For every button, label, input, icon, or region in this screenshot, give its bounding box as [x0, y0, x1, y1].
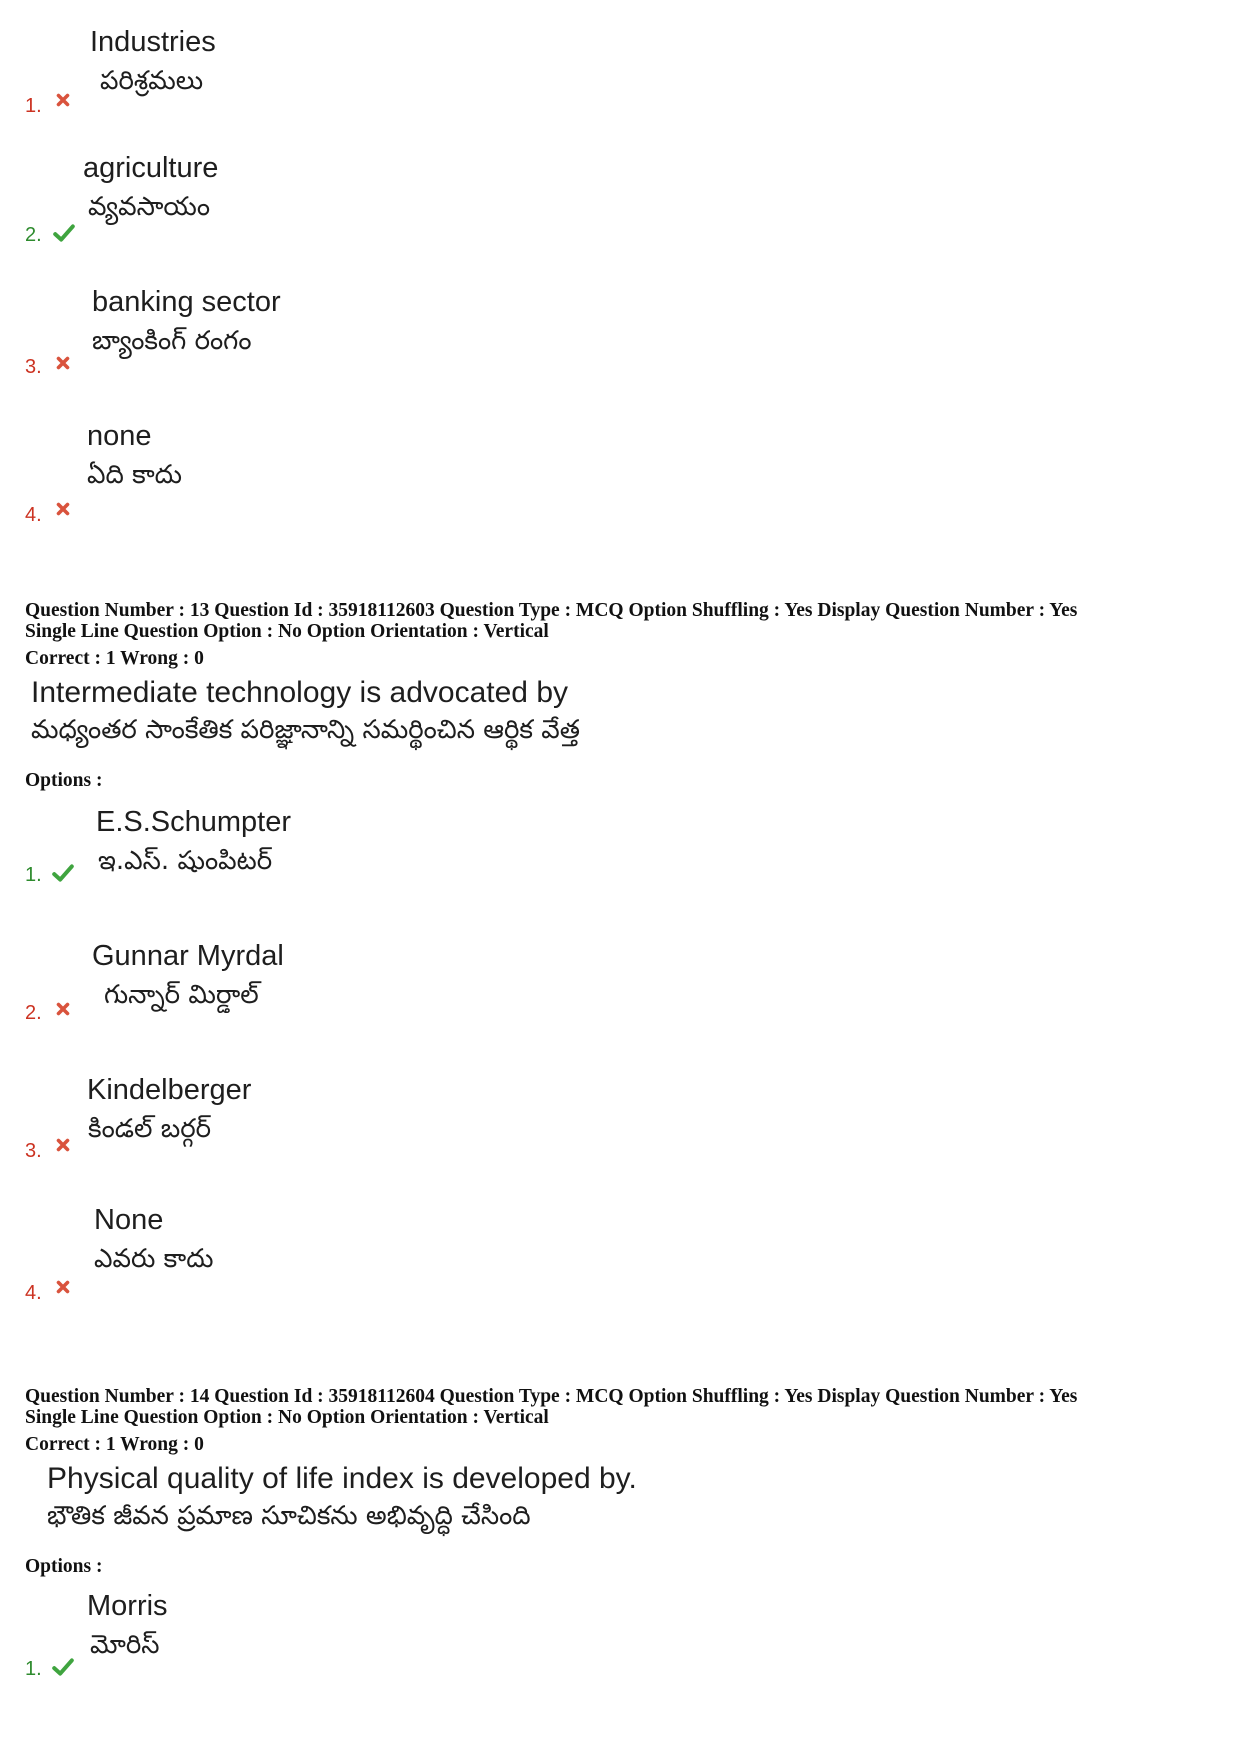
question-meta: Question Number : 13 Question Id : 35918112603 Question Type : MCQ Option Shuffling : Yes Display Question Number : Yes [25, 600, 1078, 621]
option-text-en: agriculture [83, 152, 219, 184]
option-text-en: Morris [87, 1590, 168, 1622]
question-text-te: భౌతిక జీవన ప్రమాణ సూచికను అభివృద్ధి చేసింది [47, 1501, 531, 1531]
option-text-en: E.S.Schumpter [96, 806, 292, 838]
cross-icon [54, 1000, 72, 1018]
option-number: 2. [25, 224, 42, 246]
question-text-te: మధ్యంతర సాంకేతిక పరిజ్ఞానాన్ని సమర్థించిన ఆర్థిక వేత్త [31, 715, 580, 745]
cross-icon [54, 500, 72, 518]
question-text [47, 1460, 637, 1534]
question-meta: Single Line Question Option : No Option Orientation : Vertical [25, 621, 549, 642]
option-text-en: banking sector [92, 286, 281, 318]
options-label: Options : [25, 1556, 103, 1577]
option-text-te: ఎవరు కాదు [94, 1244, 214, 1274]
option-text-en: None [94, 1204, 164, 1236]
option-text-te: కిండల్ బర్గర్ [88, 1114, 212, 1144]
option-number: 3. [25, 356, 42, 378]
check-icon [52, 862, 74, 884]
options-label: Options : [25, 770, 103, 791]
question-score: Correct : 1 Wrong : 0 [25, 1434, 204, 1455]
option-number: 2. [25, 1002, 42, 1024]
question-text-en: Intermediate technology is advocated by [31, 676, 568, 709]
question-meta: Single Line Question Option : No Option Orientation : Vertical [25, 1407, 549, 1428]
cross-icon [54, 1278, 72, 1296]
option-number: 1. [25, 1658, 42, 1680]
option-number: 3. [25, 1140, 42, 1162]
cross-icon [54, 354, 72, 372]
option-text-te: ఇ.ఎస్. షుంపిటర్ [98, 846, 273, 876]
question-text [31, 674, 580, 748]
option-text-te: వ్యవసాయం [88, 192, 211, 222]
check-icon [52, 1656, 74, 1678]
option-text-te: మోరిస్ [90, 1630, 160, 1660]
question-score: Correct : 1 Wrong : 0 [25, 648, 204, 669]
cross-icon [54, 91, 72, 109]
option-number: 4. [25, 1282, 42, 1304]
option-text-en: Industries [90, 26, 216, 58]
option-text-te: పరిశ్రమలు [100, 66, 204, 96]
option-text-te: బ్యాంకింగ్ రంగం [92, 326, 252, 356]
option-text-te: గున్నార్ మిర్డాల్ [104, 980, 259, 1010]
option-number: 1. [25, 864, 42, 886]
cross-icon [54, 1136, 72, 1154]
question-meta: Question Number : 14 Question Id : 35918112604 Question Type : MCQ Option Shuffling : Yes Display Question Number : Yes [25, 1386, 1078, 1407]
check-icon [53, 222, 75, 244]
option-text-te: ఏది కాదు [87, 460, 183, 490]
option-number: 1. [25, 95, 42, 117]
option-text-en: none [87, 420, 152, 452]
option-text-en: Gunnar Myrdal [92, 940, 284, 972]
option-number: 4. [25, 504, 42, 526]
question-text-en: Physical quality of life index is developed by. [47, 1462, 637, 1495]
option-text-en: Kindelberger [87, 1074, 252, 1106]
